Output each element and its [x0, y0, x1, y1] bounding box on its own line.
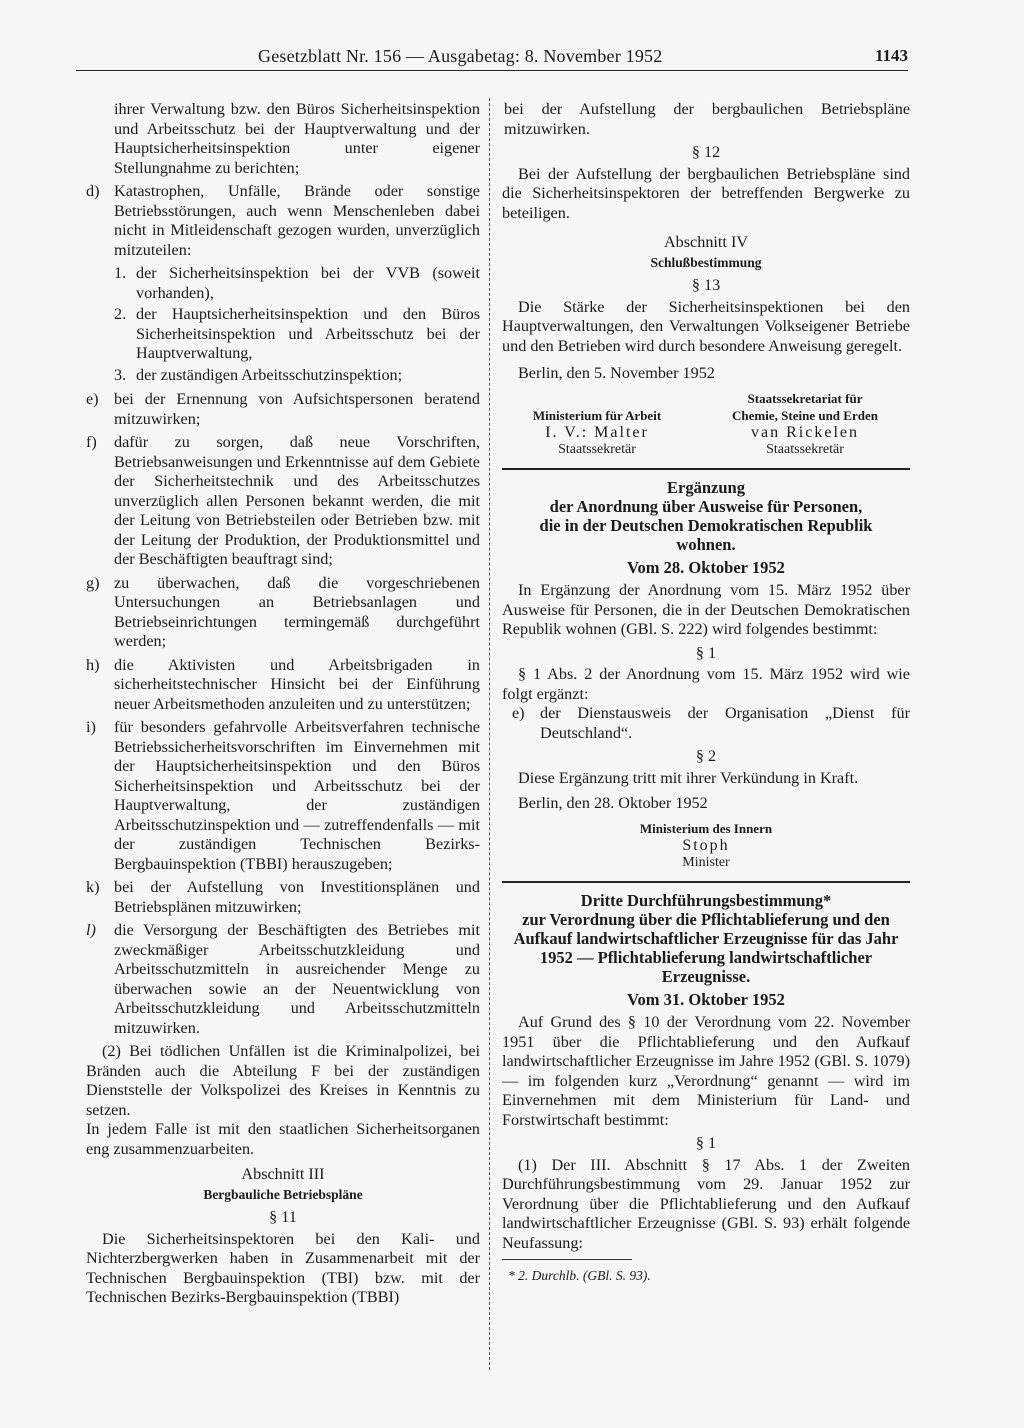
sub-item-label: 3. [114, 365, 127, 384]
item-label: i) [86, 718, 96, 736]
footnote: * 2. Durchlb. (GBl. S. 93). [508, 1268, 651, 1283]
sub-item-text: der Hauptsicherheitsinspektion und den Büros Sicherheitsinspektion und Arbeitsschutz bei der Hauptverwaltung, [136, 305, 480, 362]
sub-item-3 [114, 366, 480, 386]
paragraph-text: In Ergänzung der Anordnung vom 15. März 1952 über Ausweise für Personen, die in der Deutschen Demokratischen Republik wohnen (GBl. S. 222) wird folgendes bestimmt: [502, 581, 910, 638]
signature-block [502, 390, 910, 458]
title-line: die in der Deutschen Demokratischen Republik [539, 515, 873, 535]
date-line: Berlin, den 28. Oktober 1952 [518, 794, 708, 812]
paragraph-text: (1) Der III. Abschnitt § 17 Abs. 1 der Zweiten Durchführungsbestimmung vom 29. Januar 1952 zur Verordnung über die Pflichtablieferung und den Aufkauf landwirtschaftlicher Erzeugnisse (GBl. S. 93) erhält folgende Neufassung: [502, 1155, 910, 1252]
item-label: e) [86, 390, 99, 408]
left-column [86, 100, 480, 1308]
item-label: f) [86, 433, 97, 451]
paragraph-number: § 2 [695, 747, 717, 765]
paragraph-number: § 12 [691, 143, 721, 161]
item-label: k) [86, 878, 100, 896]
signature-name: Stoph [682, 836, 730, 854]
paragraph-number: § 1 [695, 643, 717, 662]
continued-text: ihrer Verwaltung bzw. den Büros Sicherheitsinspektion und Arbeitsschutz bei der Hauptverwaltung und der Hauptsicherheitsinspektion unter eigener Stellungnahme zu berichten; [114, 100, 480, 177]
list-item-l [86, 921, 480, 1038]
signature-center [502, 820, 910, 871]
document-date: Vom 31. Oktober 1952 [627, 989, 785, 1009]
signature-left [502, 390, 692, 458]
sub-item-2 [114, 305, 480, 364]
signature-role: Staatssekretär [766, 441, 844, 457]
right-column [502, 100, 910, 1286]
item-label: g) [86, 573, 100, 592]
signature-org: Staatssekretariat für [747, 390, 863, 406]
list-item-f [86, 433, 480, 570]
date-line: Berlin, den 5. November 1952 [518, 364, 715, 382]
item-label: h) [86, 655, 100, 674]
header-title: Gesetzblatt Nr. 156 — Ausgabetag: 8. November 1952 [258, 46, 663, 66]
sub-item-label: 1. [114, 264, 127, 282]
column-divider [489, 98, 490, 1370]
paragraph-text: Die Sicherheitsinspektoren bei den Kali- und Nichterzbergwerken haben in Zusammenarbeit mit der Technischen Bergbauinspektion (TBI) bzw. mit der Technischen Bezirks-Bergbauinspektion (TBBI) [86, 1229, 480, 1306]
item-text: die Versorgung der Beschäftigten des Betriebes mit zweckmäßiger Arbeitsschutzkleidung und Arbeitsschutzmitteln in ausreichender Menge zu überwachen sowie an der Neuentwicklung von Arbeitsschutzkleidung und Arbeitsschutzmitteln mitzuwirken. [114, 921, 480, 1037]
continued-text: bei der Aufstellung der bergbaulichen Betriebspläne mitzuwirken. [504, 100, 910, 138]
signature-role: Staatssekretär [558, 441, 636, 457]
section-rule [502, 881, 910, 883]
sub-item-1 [114, 264, 480, 303]
paragraph-number: § 13 [691, 276, 721, 294]
paragraph-2: (2) Bei tödlichen Unfällen ist die Kriminalpolizei, bei Bränden auch die Abteilung F bei der zuständigen Dienststelle der Volkspolizei des Kreises in Kenntnis zu setzen. [86, 1042, 480, 1119]
signature-org: Ministerium des Innern [639, 820, 773, 836]
sub-item-label: 2. [114, 305, 127, 323]
document-date: Vom 28. Oktober 1952 [627, 557, 785, 577]
signature-name: I. V.: Malter [545, 423, 649, 441]
item-text: dafür zu sorgen, daß neue Vorschriften, Betriebsanweisungen und Erkenntnisse auf dem Gebiete der Sicherheitstechnik und des Arbeitsschutzes unverzüglich allen Personen bekannt werden, die mit der Leitung von Betriebsteilen oder Betrieben bzw. mit der Leitung der Produktion, der Produktionsmittel und der Beschäftigten beauftragt sind; [114, 433, 480, 568]
section-heading: Abschnitt III [241, 1165, 325, 1183]
item-text: zu überwachen, daß die vorgeschriebenen Untersuchungen an Betriebsanlagen und Betriebseinrichtungen termingemäß durchgeführt werden; [114, 573, 480, 650]
title-line: zur Verordnung über die Pflichtablieferung und den Aufkauf landwirtschaftlicher Erzeugnisse für das Jahr 1952 — Pflichtablieferung landwirtschaftlicher Erzeugnisse. [513, 909, 899, 986]
paragraph-number: § 1 [695, 1134, 717, 1152]
sub-item-text: der zuständigen Arbeitsschutzinspektion; [136, 365, 403, 384]
list-item-d [86, 182, 480, 260]
paragraph-text: Auf Grund des § 10 der Verordnung vom 22. November 1951 über die Pflichtablieferung und den Aufkauf landwirtschaftlicher Erzeugnisse im Jahre 1952 (GBl. S. 1079) — im folgenden kurz „Verordnung“ genannt — wird im Einvernehmen mit dem Ministerium für Land- und Forstwirtschaft bestimmt: [502, 1013, 910, 1129]
paragraph-text: § 1 Abs. 2 der Anordnung vom 15. März 1952 wird wie folgt ergänzt: [502, 665, 910, 703]
title-line: Ergänzung [667, 477, 745, 497]
section-title: Schlußbestimmung [650, 254, 762, 270]
signature-org: Ministerium für Arbeit [532, 407, 662, 423]
item-text: Katastrophen, Unfälle, Brände oder sonstige Betriebsstörungen, auch wenn Menschenleben dabei nicht in Mitleidenschaft gezogen wurden, unverzüglich mitzuteilen: [114, 182, 480, 259]
footnote-rule [502, 1259, 632, 1260]
section-heading: Abschnitt IV [663, 233, 749, 251]
list-item-i [86, 718, 480, 874]
item-text: der Dienstausweis der Organisation „Dienst für Deutschland“. [540, 704, 910, 742]
paragraph-number: § 11 [269, 1208, 297, 1226]
paragraph-text: Die Stärke der Sicherheitsinspektionen bei den Hauptverwaltungen, den Verwaltungen Volkseigener Betriebe und den Betrieben wird durch besondere Anweisung geregelt. [502, 297, 910, 355]
item-label: d) [86, 182, 100, 200]
title-line: der Anordnung über Ausweise für Personen, [549, 496, 863, 516]
page-number: 1143 [874, 46, 908, 65]
section-title: Bergbauliche Betriebspläne [203, 1186, 363, 1202]
paragraph-3: In jedem Falle ist mit den staatlichen Sicherheitsorganen eng zusammenzuarbeiten. [86, 1120, 480, 1158]
list-item-e [502, 704, 910, 743]
section-rule [502, 468, 910, 470]
signature-org: Chemie, Steine und Erden [732, 407, 878, 423]
list-item-g [86, 574, 480, 652]
paragraph-text: Diese Ergänzung tritt mit ihrer Verkündung in Kraft. [518, 768, 859, 787]
list-item-e [86, 390, 480, 429]
page-header [74, 42, 908, 70]
item-text: für besonders gefahrvolle Arbeitsverfahren technische Betriebssicherheitsvorschriften im Einvernehmen mit der Hauptsicherheitsinspektion und den Büros Sicherheitsinspektion und Arbeitsschutz bei der Hauptverwaltung, der zuständigen Arbeitsschutzinspektion und — zutreffendenfalls — mit der zuständigen Technischen Bezirks-Bergbauinspektion (TBBI) herauszugeben; [114, 718, 480, 873]
header-rule [76, 70, 908, 71]
signature-name: van Rickelen [751, 423, 859, 441]
list-item-h [86, 656, 480, 715]
item-text: die Aktivisten und Arbeitsbrigaden in sicherheitstechnischer Hinsicht bei der Einführung neuer Arbeitsmethoden anzuleiten und zu unterstützen; [114, 655, 480, 713]
signature-right [700, 390, 910, 458]
item-text: bei der Aufstellung von Investitionsplänen und Betriebsplänen mitzuwirken; [114, 878, 480, 916]
item-label: e) [512, 704, 525, 722]
document-title [502, 891, 910, 986]
document-title [502, 478, 910, 554]
sub-item-text: der Sicherheitsinspektion bei der VVB (soweit vorhanden), [136, 264, 480, 302]
item-text: bei der Ernennung von Aufsichtspersonen beratend mitzuwirken; [114, 390, 480, 428]
signature-role: Minister [682, 854, 730, 870]
title-line: Dritte Durchführungsbestimmung* [580, 890, 832, 910]
item-label: l) [86, 921, 96, 939]
title-line: wohnen. [676, 534, 736, 554]
list-item-k [86, 878, 480, 917]
paragraph-text: Bei der Aufstellung der bergbaulichen Betriebspläne sind die Sicherheitsinspektoren der betreffenden Bergwerke zu beteiligen. [502, 164, 910, 222]
